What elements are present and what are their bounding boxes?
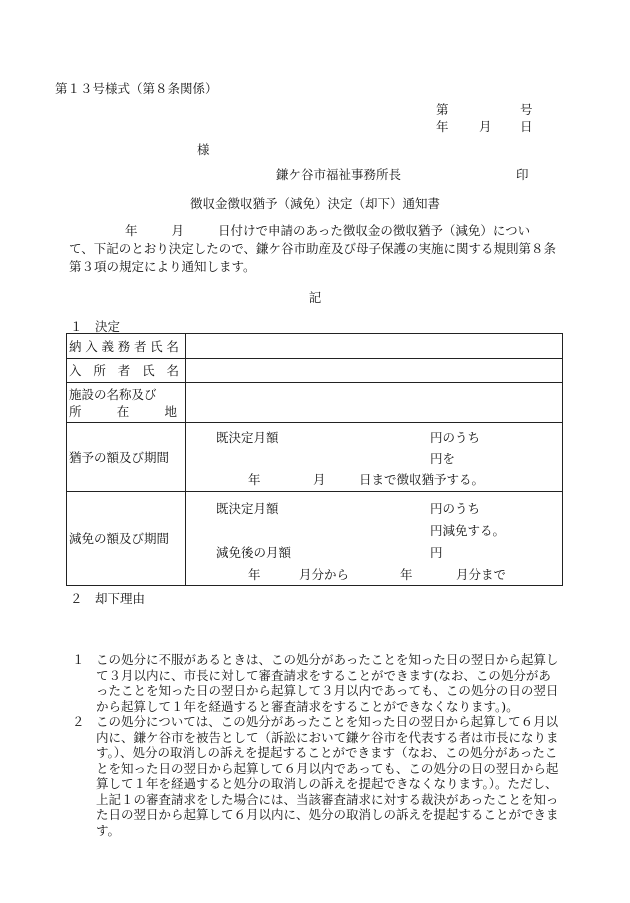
date-year-label: 年	[436, 119, 449, 134]
reduction-label: 減免の額及び期間	[67, 492, 186, 586]
note-text: この処分に不服があるときは、この処分があったことを知った日の翌日から起算して３月以内に、市長に対して審査請求をすることができます(なお、この処分があったことを知った日の翌日から起算して３月以内であっても、この処分の日の翌日から起算して１年を経過すると審査請求をすることができなくなります。)。	[96, 652, 559, 714]
note-number: ２	[72, 714, 85, 729]
date-month-label: 月	[479, 119, 492, 134]
row-resident	[67, 359, 563, 383]
deferral-until: 日まで徴収猶予する。	[359, 472, 485, 487]
payer-name-field	[186, 334, 563, 359]
reduction-yen-reduce: 円減免する。	[430, 523, 506, 538]
facility-label-line-1: 施設の名称及び	[69, 386, 157, 402]
reduction-yen: 円	[430, 545, 443, 560]
reduction-after-label: 減免後の月額	[216, 545, 292, 560]
intro-line-1	[69, 222, 563, 240]
deferral-existing-label: 既決定月額	[216, 430, 279, 445]
reduction-year-to: 年	[400, 567, 413, 582]
facility-label-line-2: 所 在 地	[69, 403, 177, 419]
decision-table	[66, 333, 563, 586]
document-number-label: 第	[436, 102, 449, 117]
intro-paragraph	[69, 222, 563, 276]
reduction-existing-label: 既決定月額	[216, 501, 279, 516]
ki-heading: 記	[308, 290, 322, 305]
row-reduction	[67, 492, 563, 586]
intro-text-1: 日付けで申請のあった徴収金の徴収猶予（減免）につい	[218, 223, 531, 238]
reduction-month-to: 月分まで	[456, 567, 507, 582]
deferral-label: 猶予の額及び期間	[67, 423, 186, 492]
deferral-field	[186, 423, 563, 492]
deferral-yen-wo: 円を	[430, 451, 456, 466]
addressee-suffix: 様	[197, 142, 210, 157]
row-facility	[67, 383, 563, 423]
note-text: この処分については、この処分があったことを知った日の翌日から起算して６月以内に、鎌ケ谷市を被告として（訴訟において鎌ケ谷市を代表する者は市長になります。）、処分の取消しの訴えを提起することができます（なお、この処分があったことを知った日の翌日から起算して６月以内であっても、この処分の日の翌日から起算して１年を経過すると処分の取消しの訴えを提起できなくなります。）。ただし、上記１の審査請求をした場合には、当該審査請求に対する裁決があったことを知った日の翌日から起算して６月以内に、処分の取消しの訴えを提起することができます。	[96, 714, 559, 838]
intro-text-2: て、下記のとおり決定したので、鎌ケ谷市助産及び母子保護の実施に関する規則第８条第３項の規定により通知します。	[69, 241, 557, 274]
reduction-field	[186, 492, 563, 586]
document-number-suffix: 号	[520, 102, 533, 117]
document-title: 徴収金徴収猶予（減免）決定（却下）通知書	[189, 196, 440, 211]
row-deferral	[67, 423, 563, 492]
reduction-yen-of: 円のうち	[430, 501, 481, 516]
intro-year: 年	[125, 223, 138, 238]
reduction-year-from: 年	[248, 567, 261, 582]
sender-name: 鎌ケ谷市福祉事務所長	[276, 167, 402, 182]
note-item	[72, 652, 562, 714]
section-decision-heading: １ 決定	[70, 319, 121, 334]
deferral-month: 月	[313, 472, 326, 487]
seal-mark: 印	[516, 167, 529, 182]
resident-name-field	[186, 359, 563, 383]
notes-list	[72, 652, 562, 838]
resident-name-label: 入 所 者 氏 名	[67, 359, 186, 383]
note-number: １	[72, 652, 85, 667]
date-day-label: 日	[520, 119, 533, 134]
reduction-month-from: 月分から	[299, 567, 350, 582]
deferral-yen-of: 円のうち	[430, 430, 481, 445]
deferral-year: 年	[248, 472, 261, 487]
intro-month: 月	[171, 223, 185, 238]
form-number: 第１３号様式（第８条関係）	[55, 81, 218, 96]
section-rejection-heading: ２ 却下理由	[70, 591, 146, 606]
note-item	[72, 714, 562, 838]
facility-field	[186, 383, 563, 423]
payer-name-label: 納 入 義 務 者 氏 名	[67, 334, 186, 359]
row-payer	[67, 334, 563, 359]
facility-label	[67, 383, 186, 423]
